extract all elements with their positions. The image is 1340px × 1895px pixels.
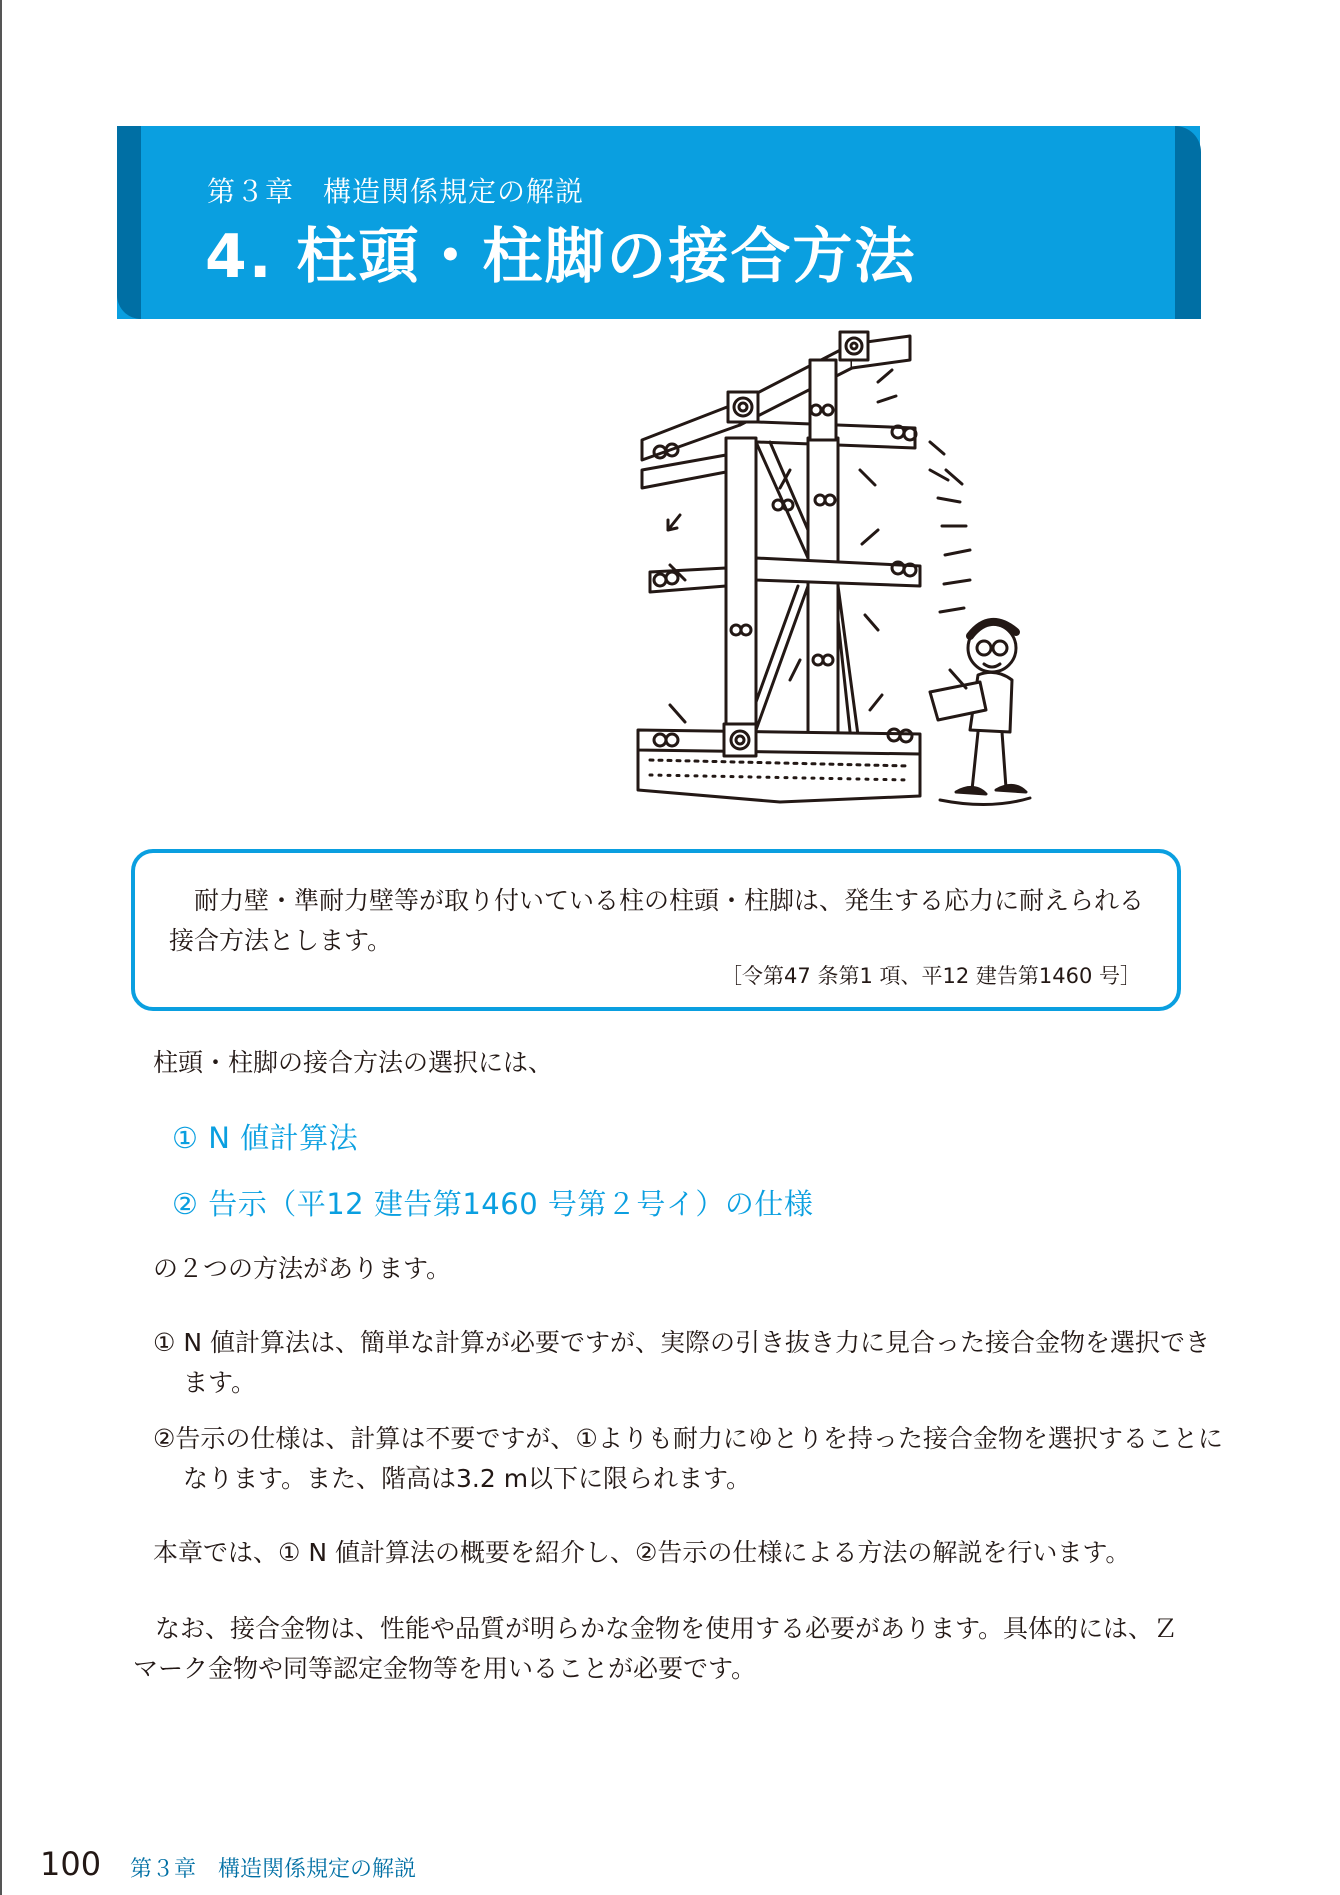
page-edge-rule	[0, 0, 2, 1895]
summary-text: 耐力壁・準耐力壁等が取り付いている柱の柱頭・柱脚は、発生する応力に耐えられる接合方法とします。	[169, 886, 1145, 955]
footer-chapter-label: 第３章 構造関係規定の解説	[130, 1857, 417, 1882]
frame-inspection-illustration	[630, 330, 1040, 810]
page-number: 100	[40, 1845, 102, 1883]
method-item-2: ② 告示（平12 建告第1460 号第２号イ）の仕様	[172, 1187, 814, 1221]
header-accent-left	[117, 126, 141, 319]
summary-box	[131, 849, 1181, 1011]
hardware-note-text: なお、接合金物は、性能や品質が明らかな金物を使用する必要があります。具体的には、Ｚマーク金物や同等認定金物等を用いることが必要です。	[133, 1614, 1179, 1683]
point-notification-spec: ②告示の仕様は、計算は不要ですが、①よりも耐力にゆとりを持った接合金物を選択することになります。また、階高は3.2 m以下に限られます。	[153, 1424, 1223, 1493]
after-methods-text: の２つの方法があります。	[153, 1254, 452, 1283]
summary-reference: ［令第47 条第1 項、平12 建告第1460 号］	[721, 964, 1141, 988]
chapter-note-text: 本章では、① N 値計算法の概要を紹介し、②告示の仕様による方法の解説を行います。	[153, 1538, 1131, 1567]
point-n-value-method: ① N 値計算法は、簡単な計算が必要ですが、実際の引き抜き力に見合った接合金物を選択できます。	[153, 1328, 1211, 1397]
header-accent-right	[1175, 126, 1201, 319]
section-title: 4. 柱頭・柱脚の接合方法	[205, 222, 917, 292]
chapter-subtitle: 第３章 構造関係規定の解説	[207, 175, 585, 208]
intro-text: 柱頭・柱脚の接合方法の選択には、	[153, 1048, 554, 1077]
method-item-1: ① N 値計算法	[172, 1121, 359, 1155]
